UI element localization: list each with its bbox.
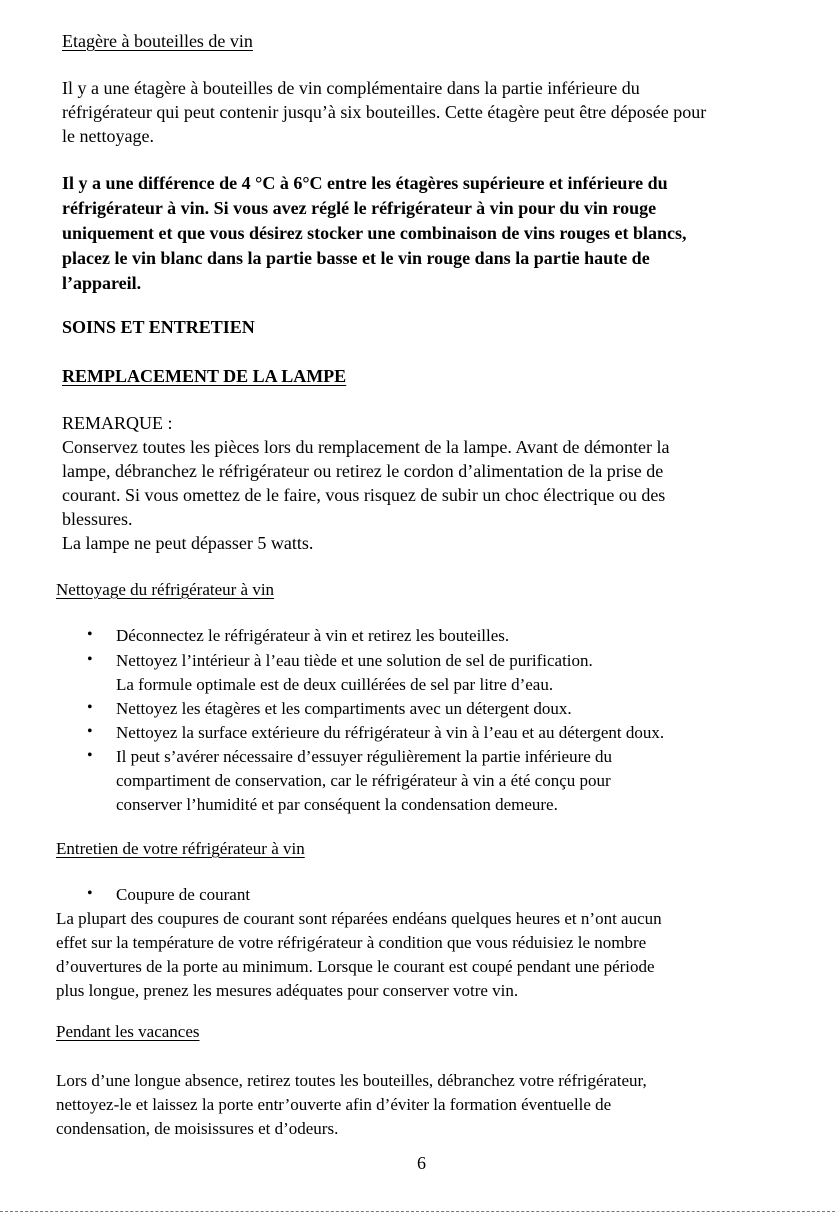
lamp-heading: REMPLACEMENT DE LA LAMPE — [62, 366, 347, 386]
cleaning-bullet-text: Déconnectez le réfrigérateur à vin et retirez les bouteilles. — [116, 626, 510, 645]
note-label: REMARQUE : — [62, 413, 173, 433]
maintenance-para-line: plus longue, prenez les mesures adéquates pour conserver votre vin. — [56, 981, 519, 1000]
note-line: blessures. — [62, 509, 133, 529]
note-line: courant. Si vous omettez de le faire, vous risquez de subir un choc électrique ou des — [62, 485, 666, 505]
maintenance-para-line: effet sur la température de votre réfrigérateur à condition que vous réduisiez le nombre — [56, 933, 647, 952]
wine-shelf-para-line: le nettoyage. — [62, 126, 154, 146]
page-bottom-rule — [0, 1211, 835, 1212]
bullet-icon: • — [87, 651, 93, 668]
maintenance-para-line: La plupart des coupures de courant sont réparées endéans quelques heures et n’ont aucun — [56, 909, 662, 928]
cleaning-bullet-text: Nettoyez les étagères et les compartiments avec un détergent doux. — [116, 699, 572, 718]
maintenance-para-line: d’ouvertures de la porte au minimum. Lorsque le courant est coupé pendant une période — [56, 957, 655, 976]
cleaning-bullet-text: conserver l’humidité et par conséquent la condensation demeure. — [116, 795, 558, 814]
cleaning-bullet-text: La formule optimale est de deux cuillérées de sel par litre d’eau. — [116, 675, 554, 694]
vacation-para-line: condensation, de moisissures et d’odeurs. — [56, 1119, 339, 1138]
temperature-note-line: Il y a une différence de 4 °C à 6°C entre les étagères supérieure et inférieure du — [62, 173, 668, 193]
wine-shelf-para-line: Il y a une étagère à bouteilles de vin complémentaire dans la partie inférieure du — [62, 78, 640, 98]
cleaning-bullet-text: Nettoyez la surface extérieure du réfrigérateur à vin à l’eau et au détergent doux. — [116, 723, 665, 742]
cleaning-heading: Nettoyage du réfrigérateur à vin — [56, 580, 275, 599]
wine-shelf-para-line: réfrigérateur qui peut contenir jusqu’à six bouteilles. Cette étagère peut être déposée pour — [62, 102, 707, 122]
care-heading: SOINS ET ENTRETIEN — [62, 317, 255, 337]
maintenance-heading: Entretien de votre réfrigérateur à vin — [56, 839, 305, 858]
temperature-note-line: placez le vin blanc dans la partie basse et le vin rouge dans la partie haute de — [62, 248, 650, 268]
cleaning-bullet-text: Il peut s’avérer nécessaire d’essuyer régulièrement la partie inférieure du — [116, 747, 613, 766]
note-line: lampe, débranchez le réfrigérateur ou retirez le cordon d’alimentation de la prise de — [62, 461, 664, 481]
vacation-heading: Pendant les vacances — [56, 1022, 200, 1041]
bullet-icon: • — [87, 626, 93, 643]
cleaning-bullet-text: compartiment de conservation, car le réfrigérateur à vin a été conçu pour — [116, 771, 611, 790]
power-cut-bullet: Coupure de courant — [116, 885, 251, 904]
vacation-para-line: Lors d’une longue absence, retirez toutes les bouteilles, débranchez votre réfrigérateur, — [56, 1071, 647, 1090]
bullet-icon: • — [87, 699, 93, 716]
temperature-note-line: l’appareil. — [62, 273, 142, 293]
note-line: La lampe ne peut dépasser 5 watts. — [62, 533, 314, 553]
note-line: Conservez toutes les pièces lors du remplacement de la lampe. Avant de démonter la — [62, 437, 670, 457]
cleaning-bullet-text: Nettoyez l’intérieur à l’eau tiède et une solution de sel de purification. — [116, 651, 593, 670]
temperature-note-line: uniquement et que vous désirez stocker une combinaison de vins rouges et blancs, — [62, 223, 687, 243]
bullet-icon: • — [87, 885, 93, 902]
temperature-note-line: réfrigérateur à vin. Si vous avez réglé le réfrigérateur à vin pour du vin rouge — [62, 198, 657, 218]
vacation-para-line: nettoyez-le et laissez la porte entr’ouverte afin d’éviter la formation éventuelle de — [56, 1095, 612, 1114]
bullet-icon: • — [87, 747, 93, 764]
bullet-icon: • — [87, 723, 93, 740]
wine-shelf-heading: Etagère à bouteilles de vin — [62, 31, 253, 51]
page-number: 6 — [417, 1153, 426, 1173]
